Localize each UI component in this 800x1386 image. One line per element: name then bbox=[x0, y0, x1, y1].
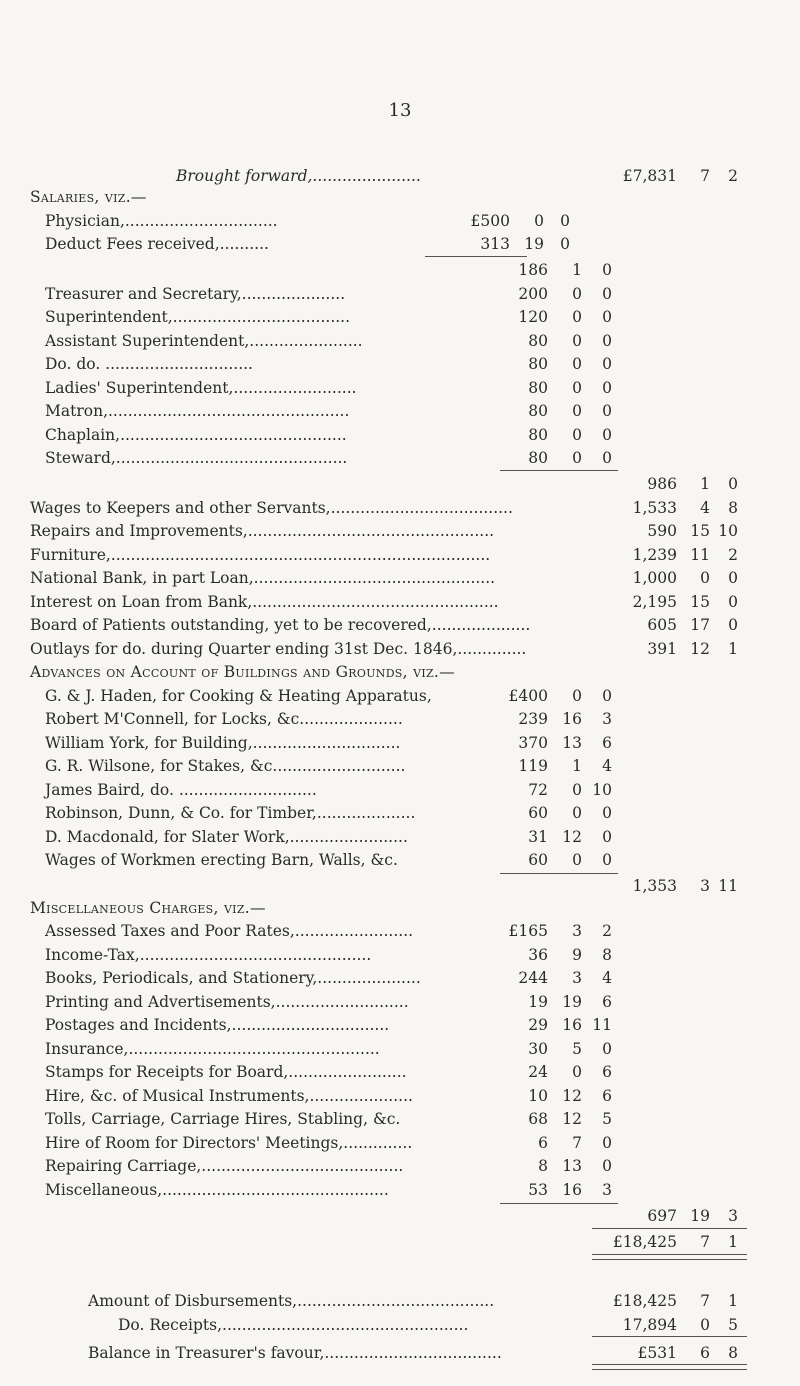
salary-item-label: Superintendent,.................................... bbox=[45, 308, 351, 326]
misc-item-pence: 8 bbox=[602, 946, 612, 964]
advance-item-pounds: 72 bbox=[528, 781, 548, 799]
salary-item-pence: 0 bbox=[602, 449, 612, 467]
misc-item-pounds: 24 bbox=[528, 1063, 548, 1081]
salary-item-shillings: 0 bbox=[572, 332, 582, 350]
misc-item-pounds: 29 bbox=[528, 1016, 548, 1034]
misc-item-pounds: 8 bbox=[538, 1157, 548, 1175]
salary-item-pounds: 120 bbox=[518, 308, 548, 326]
misc-item-pounds: 30 bbox=[528, 1040, 548, 1058]
misc-item-shillings: 7 bbox=[572, 1134, 582, 1152]
main-item-shillings: 12 bbox=[690, 640, 710, 658]
main-item-label: National Bank, in part Loan,................................................. bbox=[30, 569, 496, 587]
misc-item-label: Tolls, Carriage, Carriage Hires, Stabling, &c. bbox=[45, 1110, 401, 1128]
main-item-pence: 1 bbox=[728, 640, 738, 658]
salaries-rule bbox=[500, 470, 618, 471]
main-item-pence: 0 bbox=[728, 616, 738, 634]
salary-item-pence: 0 bbox=[602, 332, 612, 350]
advance-item-label: Robert M'Connell, for Locks, &c..................... bbox=[45, 710, 403, 728]
physician-net-shillings: 1 bbox=[572, 261, 582, 279]
salary-item-shillings: 0 bbox=[572, 285, 582, 303]
misc-item-label: Postages and Incidents,................................ bbox=[45, 1016, 390, 1034]
misc-item-pence: 4 bbox=[602, 969, 612, 987]
misc-item-pence: 3 bbox=[602, 1181, 612, 1199]
misc-item-label: Hire of Room for Directors' Meetings,.............. bbox=[45, 1134, 413, 1152]
misc-item-pence: 0 bbox=[602, 1040, 612, 1058]
receipts-pounds: 17,894 bbox=[622, 1316, 677, 1334]
main-item-label: Board of Patients outstanding, yet to be recovered,.................... bbox=[30, 616, 531, 634]
main-item-pence: 0 bbox=[728, 569, 738, 587]
misc-item-pence: 0 bbox=[602, 1134, 612, 1152]
misc-item-pounds: 68 bbox=[528, 1110, 548, 1128]
advance-item-pence: 10 bbox=[592, 781, 612, 799]
misc-item-shillings: 3 bbox=[572, 922, 582, 940]
misc-rule bbox=[500, 1203, 618, 1204]
advance-item-shillings: 13 bbox=[562, 734, 582, 752]
main-item-pounds: 1,533 bbox=[632, 499, 677, 517]
misc-item-pounds: 10 bbox=[528, 1087, 548, 1105]
main-item-pence: 2 bbox=[728, 546, 738, 564]
salary-item-label: Matron,................................................. bbox=[45, 402, 350, 420]
misc-item-label: Books, Periodicals, and Stationery,..................... bbox=[45, 969, 421, 987]
advance-item-pence: 3 bbox=[602, 710, 612, 728]
salary-item-shillings: 0 bbox=[572, 449, 582, 467]
deduct-fees-pence: 0 bbox=[560, 235, 570, 253]
physician-label: Physician,............................... bbox=[45, 212, 278, 230]
advance-item-label: G. R. Wilsone, for Stakes, &c........................... bbox=[45, 757, 406, 775]
advances-total-pounds: 1,353 bbox=[632, 877, 677, 895]
salary-item-pounds: 80 bbox=[528, 355, 548, 373]
disbursements-label: Amount of Disbursements,........................................ bbox=[88, 1292, 495, 1310]
grand-total-pence: 1 bbox=[728, 1233, 738, 1251]
advance-item-label: Robinson, Dunn, & Co. for Timber,.................... bbox=[45, 804, 416, 822]
misc-item-label: Miscellaneous,.............................................. bbox=[45, 1181, 389, 1199]
misc-item-pounds: 36 bbox=[528, 946, 548, 964]
misc-item-shillings: 0 bbox=[572, 1063, 582, 1081]
main-item-label: Repairs and Improvements,.................................................. bbox=[30, 522, 495, 540]
advance-item-pence: 4 bbox=[602, 757, 612, 775]
main-item-pounds: 1,000 bbox=[632, 569, 677, 587]
deduct-fees-label: Deduct Fees received,.......... bbox=[45, 235, 269, 253]
advance-item-pence: 0 bbox=[602, 851, 612, 869]
advances-heading: Advances on Account of Buildings and Grounds, viz.— bbox=[30, 663, 455, 681]
main-item-pounds: 1,239 bbox=[632, 546, 677, 564]
salary-item-pounds: 80 bbox=[528, 379, 548, 397]
receipts-label: Do. Receipts,.................................................. bbox=[118, 1316, 469, 1334]
salary-item-label: Treasurer and Secretary,..................... bbox=[45, 285, 346, 303]
grand-total-double-rule bbox=[592, 1254, 747, 1260]
salary-item-shillings: 0 bbox=[572, 355, 582, 373]
salary-item-pence: 0 bbox=[602, 355, 612, 373]
advance-item-pence: 0 bbox=[602, 687, 612, 705]
advance-item-pence: 0 bbox=[602, 828, 612, 846]
physician-net-pence: 0 bbox=[602, 261, 612, 279]
salary-item-pounds: 80 bbox=[528, 332, 548, 350]
advance-item-label: James Baird, do. ............................ bbox=[45, 781, 317, 799]
disbursements-shillings: 7 bbox=[700, 1292, 710, 1310]
misc-item-shillings: 3 bbox=[572, 969, 582, 987]
misc-item-label: Repairing Carriage,......................................... bbox=[45, 1157, 404, 1175]
misc-item-shillings: 9 bbox=[572, 946, 582, 964]
main-item-label: Interest on Loan from Bank,.................................................. bbox=[30, 593, 499, 611]
salary-item-pence: 0 bbox=[602, 308, 612, 326]
main-item-shillings: 11 bbox=[690, 546, 710, 564]
salary-item-label: Chaplain,.............................................. bbox=[45, 426, 347, 444]
main-item-pence: 0 bbox=[728, 593, 738, 611]
advance-item-pence: 6 bbox=[602, 734, 612, 752]
misc-item-pence: 0 bbox=[602, 1157, 612, 1175]
salary-item-pence: 0 bbox=[602, 285, 612, 303]
miscellaneous-heading: Miscellaneous Charges, viz.— bbox=[30, 899, 266, 917]
advance-item-label: Wages of Workmen erecting Barn, Walls, &c. bbox=[45, 851, 398, 869]
misc-item-pounds: £165 bbox=[508, 922, 548, 940]
advance-item-label: William York, for Building,.............................. bbox=[45, 734, 401, 752]
advance-item-pence: 0 bbox=[602, 804, 612, 822]
salary-item-shillings: 0 bbox=[572, 402, 582, 420]
salary-item-pounds: 80 bbox=[528, 426, 548, 444]
salary-item-label: Do. do. .............................. bbox=[45, 355, 253, 373]
advance-item-pounds: £400 bbox=[508, 687, 548, 705]
physician-pence: 0 bbox=[560, 212, 570, 230]
misc-item-pence: 2 bbox=[602, 922, 612, 940]
advance-item-pounds: 370 bbox=[518, 734, 548, 752]
misc-item-shillings: 19 bbox=[562, 993, 582, 1011]
misc-item-pence: 6 bbox=[602, 1087, 612, 1105]
disbursements-pounds: £18,425 bbox=[612, 1292, 677, 1310]
salary-item-label: Ladies' Superintendent,......................... bbox=[45, 379, 357, 397]
misc-total-pounds: 697 bbox=[647, 1207, 677, 1225]
advance-item-shillings: 0 bbox=[572, 804, 582, 822]
main-item-label: Outlays for do. during Quarter ending 31st Dec. 1846,.............. bbox=[30, 640, 527, 658]
physician-shillings: 0 bbox=[534, 212, 544, 230]
salary-item-shillings: 0 bbox=[572, 426, 582, 444]
salary-item-pounds: 80 bbox=[528, 449, 548, 467]
misc-item-pounds: 244 bbox=[518, 969, 548, 987]
main-item-label: Wages to Keepers and other Servants,..................................... bbox=[30, 499, 513, 517]
deduct-fees-pounds: 313 bbox=[480, 235, 510, 253]
main-item-shillings: 4 bbox=[700, 499, 710, 517]
receipts-pence: 5 bbox=[728, 1316, 738, 1334]
grand-total-shillings: 7 bbox=[700, 1233, 710, 1251]
advance-item-shillings: 0 bbox=[572, 687, 582, 705]
advance-item-label: D. Macdonald, for Slater Work,........................ bbox=[45, 828, 408, 846]
advance-item-pounds: 60 bbox=[528, 804, 548, 822]
salary-item-label: Steward,............................................... bbox=[45, 449, 348, 467]
balance-label: Balance in Treasurer's favour,.................................... bbox=[88, 1344, 502, 1362]
physician-rule bbox=[425, 256, 527, 257]
salary-item-pounds: 200 bbox=[518, 285, 548, 303]
main-item-label: Furniture,............................................................................. bbox=[30, 546, 491, 564]
misc-item-pounds: 6 bbox=[538, 1134, 548, 1152]
receipts-shillings: 0 bbox=[700, 1316, 710, 1334]
disbursements-pence: 1 bbox=[728, 1292, 738, 1310]
main-item-pounds: 391 bbox=[647, 640, 677, 658]
balance-pounds: £531 bbox=[637, 1344, 677, 1362]
misc-item-label: Income-Tax,............................................... bbox=[45, 946, 372, 964]
main-item-pounds: 605 bbox=[647, 616, 677, 634]
advance-item-pounds: 239 bbox=[518, 710, 548, 728]
summary-rule bbox=[592, 1336, 747, 1337]
main-item-pence: 10 bbox=[718, 522, 738, 540]
advances-total-shillings: 3 bbox=[700, 877, 710, 895]
misc-item-shillings: 5 bbox=[572, 1040, 582, 1058]
main-item-shillings: 15 bbox=[690, 593, 710, 611]
balance-shillings: 6 bbox=[700, 1344, 710, 1362]
salaries-total-shillings: 1 bbox=[700, 475, 710, 493]
misc-item-label: Hire, &c. of Musical Instruments,..................... bbox=[45, 1087, 413, 1105]
main-item-shillings: 17 bbox=[690, 616, 710, 634]
advances-total-pence: 11 bbox=[718, 877, 738, 895]
physician-pounds: £500 bbox=[470, 212, 510, 230]
misc-item-label: Assessed Taxes and Poor Rates,........................ bbox=[45, 922, 414, 940]
main-item-shillings: 15 bbox=[690, 522, 710, 540]
salaries-heading: Salaries, viz.— bbox=[30, 188, 147, 206]
advance-item-pounds: 60 bbox=[528, 851, 548, 869]
brought-forward-pounds: £7,831 bbox=[622, 167, 677, 185]
salaries-total-pence: 0 bbox=[728, 475, 738, 493]
advance-item-shillings: 16 bbox=[562, 710, 582, 728]
misc-item-pence: 6 bbox=[602, 1063, 612, 1081]
advance-item-shillings: 12 bbox=[562, 828, 582, 846]
misc-item-pounds: 19 bbox=[528, 993, 548, 1011]
misc-item-label: Insurance,................................................... bbox=[45, 1040, 380, 1058]
misc-item-shillings: 13 bbox=[562, 1157, 582, 1175]
misc-item-label: Stamps for Receipts for Board,........................ bbox=[45, 1063, 407, 1081]
misc-item-pounds: 53 bbox=[528, 1181, 548, 1199]
misc-item-shillings: 16 bbox=[562, 1016, 582, 1034]
misc-total-pence: 3 bbox=[728, 1207, 738, 1225]
salary-item-pence: 0 bbox=[602, 426, 612, 444]
misc-total-shillings: 19 bbox=[690, 1207, 710, 1225]
brought-forward-label: Brought forward,...................... bbox=[176, 167, 421, 185]
misc-item-label: Printing and Advertisements,........................... bbox=[45, 993, 409, 1011]
misc-item-shillings: 16 bbox=[562, 1181, 582, 1199]
main-item-pence: 8 bbox=[728, 499, 738, 517]
brought-forward-shillings: 7 bbox=[700, 167, 710, 185]
misc-item-pence: 6 bbox=[602, 993, 612, 1011]
salary-item-pence: 0 bbox=[602, 379, 612, 397]
advance-item-shillings: 0 bbox=[572, 851, 582, 869]
deduct-fees-shillings: 19 bbox=[524, 235, 544, 253]
advance-item-pounds: 31 bbox=[528, 828, 548, 846]
main-item-pounds: 2,195 bbox=[632, 593, 677, 611]
advances-rule bbox=[500, 873, 618, 874]
page-number: 13 bbox=[388, 100, 412, 121]
misc-item-pence: 5 bbox=[602, 1110, 612, 1128]
salaries-total-pounds: 986 bbox=[647, 475, 677, 493]
advance-item-pounds: 119 bbox=[518, 757, 548, 775]
salary-item-pounds: 80 bbox=[528, 402, 548, 420]
grand-total-pounds: £18,425 bbox=[612, 1233, 677, 1251]
advance-item-shillings: 1 bbox=[572, 757, 582, 775]
balance-double-rule bbox=[592, 1364, 747, 1370]
misc-item-shillings: 12 bbox=[562, 1087, 582, 1105]
salary-item-label: Assistant Superintendent,....................... bbox=[45, 332, 363, 350]
salary-item-shillings: 0 bbox=[572, 379, 582, 397]
advance-item-shillings: 0 bbox=[572, 781, 582, 799]
grand-total-rule bbox=[592, 1228, 747, 1229]
misc-item-pence: 11 bbox=[592, 1016, 612, 1034]
balance-pence: 8 bbox=[728, 1344, 738, 1362]
advance-item-label: G. & J. Haden, for Cooking & Heating Apparatus, bbox=[45, 687, 432, 705]
physician-net-pounds: 186 bbox=[518, 261, 548, 279]
main-item-pounds: 590 bbox=[647, 522, 677, 540]
brought-forward-pence: 2 bbox=[728, 167, 738, 185]
salary-item-shillings: 0 bbox=[572, 308, 582, 326]
main-item-shillings: 0 bbox=[700, 569, 710, 587]
salary-item-pence: 0 bbox=[602, 402, 612, 420]
misc-item-shillings: 12 bbox=[562, 1110, 582, 1128]
